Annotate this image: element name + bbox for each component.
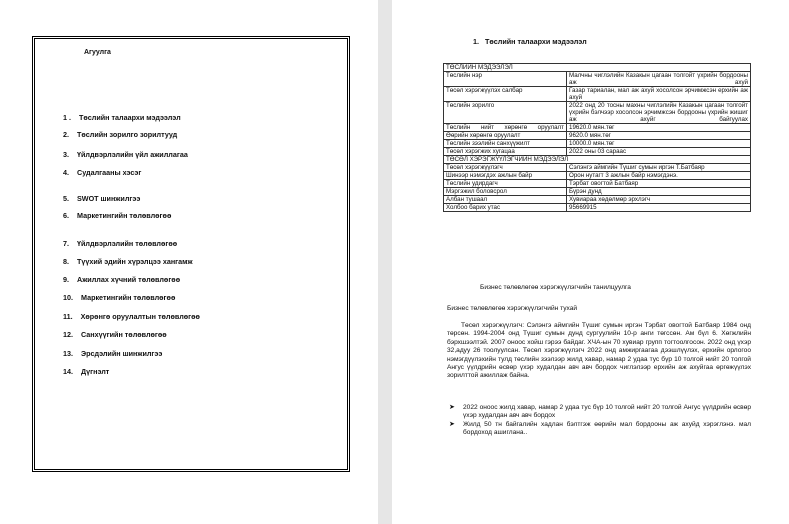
toc-item: 3. Үйлдвэрлэлийн үйл ажиллагаа xyxy=(63,150,188,159)
toc-item: 10. Маркетингийн төлөвлөгөө xyxy=(63,293,176,302)
project-info-table xyxy=(443,63,751,212)
body-paragraph: Төсөл хэрэгжүүлэгч: Сэлэнгэ аймгийн Түшиг сумын иргэн Тэрбат овогтой Батбаяр 1984 онд төрсөн. 1994-2004 онд Түшиг сумын дунд сургуулийн 10-р анги төгссөн. Ам бүл 6. Хөгжлийн бэрхшээлтэй. 2007 оноос хойш гэрээ байдаг. ХЧА-ын 70 хувиар групп тогтоолгосон. 2022 онд үхэр 32,адуу 26 тоолуулсан. Төсөл хэрэгжүүлэгч 2022 онд амжиргаагаа дээшлүүлэх, ерхийн орлогоо нэмэгдүүлэхийн тулд төслийн зээлээр жилд хавар, намар 2 удаа тус бүр 10 толгой нийт 20 толгой Ангус үүлдрийн өсвөр үхэр худалдан авч авч бордох чиглэлээр ерхийн аж ахуйгаа өргөжүүлэх зорилттой ажиллаж байна. xyxy=(447,322,751,380)
subsection-title: Бизнес төлөвлөгөө хэрэгжүүлэгчийн тухай xyxy=(447,305,578,312)
toc-border-frame xyxy=(32,36,350,472)
toc-item: 6. Маркетингийн төлөвлөгөө xyxy=(63,211,172,220)
toc-page xyxy=(0,0,378,524)
table-row: Төслийн нийт хөрөнгө оруулалт 19620.0 мян.төг xyxy=(444,124,751,132)
table-row: Албан тушаал Хувиараа хөдөлмөр эрхлэгч xyxy=(444,196,751,204)
toc-item: 8. Түүхий эдийн хүрэлцээ хангамж xyxy=(63,257,193,266)
toc-item: 12. Санхүүгийн төлөвлөгөө xyxy=(63,330,167,339)
list-item: ➤ 2022 оноос жилд хавар, намар 2 удаа тус бүр 10 толгой нийт 20 толгой Ангус үүлдрийн өсвөр үхэр худалдан авч авч бордох xyxy=(449,404,751,420)
toc-item: 7. Үйлдвэрлэлийн төлөвлөгөө xyxy=(63,239,178,248)
bullet-list xyxy=(447,404,751,438)
toc-item: 9. Ажиллах хүчний төлөвлөгөө xyxy=(63,275,181,284)
section-title: Бизнес төлөвлөгөө хэрэгжүүлэгчийн танилцуулга xyxy=(480,284,631,291)
list-item: ➤ Жилд 50 тн байгалийн хадлан бэлтгэж өөрийн мал бордооны аж ахуйд хэрэглэнэ. мал бордоход ашиглана.. xyxy=(449,420,751,437)
toc-item: 5. SWOT шинжилгээ xyxy=(63,194,141,203)
table-row: Төслийн зээлийн санхүүжилт 10000.0 мян.төг xyxy=(444,140,751,148)
toc-title: Агуулга xyxy=(84,49,111,56)
table-row: Шинээр нэмэгдэх ажлын байр Орон нутагт 3 ажлын байр нэмэгдэнэ. xyxy=(444,172,751,180)
table-section-header: ТӨСЛИЙН МЭДЭЭЛЭЛ xyxy=(444,64,751,72)
table-row: Холбоо барих утас 95669915 xyxy=(444,204,751,212)
table-row: Төсөл хэрэгжүүлэх салбар Газар тариалан, мал аж ахуй хосолсон эрчимжсэн ерхийн аж ахуй xyxy=(444,87,751,102)
project-info-page xyxy=(392,0,789,524)
table-section-header: ТӨСӨЛ ХЭРЭГЖҮҮЛЭГЧИЙН МЭДЭЭЛЭЛ xyxy=(444,156,751,164)
table-row: Мэргэжил боловсрол Бүрэн дунд xyxy=(444,188,751,196)
toc-item: 13. Эрсдэлийн шинжилгээ xyxy=(63,349,163,358)
table-row: Өөрийн хөрөнгө оруулалт 9620.0 мян.төг xyxy=(444,132,751,140)
toc-item: 11. Хөрөнгө оруулалтын төлөвлөгөө xyxy=(63,312,200,321)
table-row: Төсөл хэрэгжих хугацаа 2022 оны 03 сараас xyxy=(444,148,751,156)
toc-item: 14. Дүгнэлт xyxy=(63,367,110,376)
table-row: Төслийн зорилго 2022 онд 20 тосны махны чиглэлийн Казакын цагаан толгойт үхрийн бэлчээр хосолсон эрчимжсэн бордооны үхрийн жишиг аж ахуйг байгуулах xyxy=(444,102,751,124)
arrow-bullet-icon: ➤ xyxy=(449,420,455,428)
table-row: Төсөл хэрэгжүүлэгч Сэлэнгэ аймгийн Түшиг сумын иргэн Т.Батбаяр xyxy=(444,164,751,172)
table-row: Төслийн нэр Малчны чиглэлийн Казакын цагаан толгойт үхрийн бордооны аж ахуй xyxy=(444,72,751,87)
toc-item: 1 . Төслийн талаархи мэдээлэл xyxy=(63,113,181,122)
arrow-bullet-icon: ➤ xyxy=(449,404,455,411)
section-heading: 1. Төслийн талаархи мэдээлэл xyxy=(473,37,587,46)
table-row: Төслийн удирдагч Тэрбат овогтой Батбаяр xyxy=(444,180,751,188)
toc-item: 2. Төслийн зорилго зорилтууд xyxy=(63,130,178,139)
toc-item: 4. Судалгааны хэсэг xyxy=(63,168,142,177)
